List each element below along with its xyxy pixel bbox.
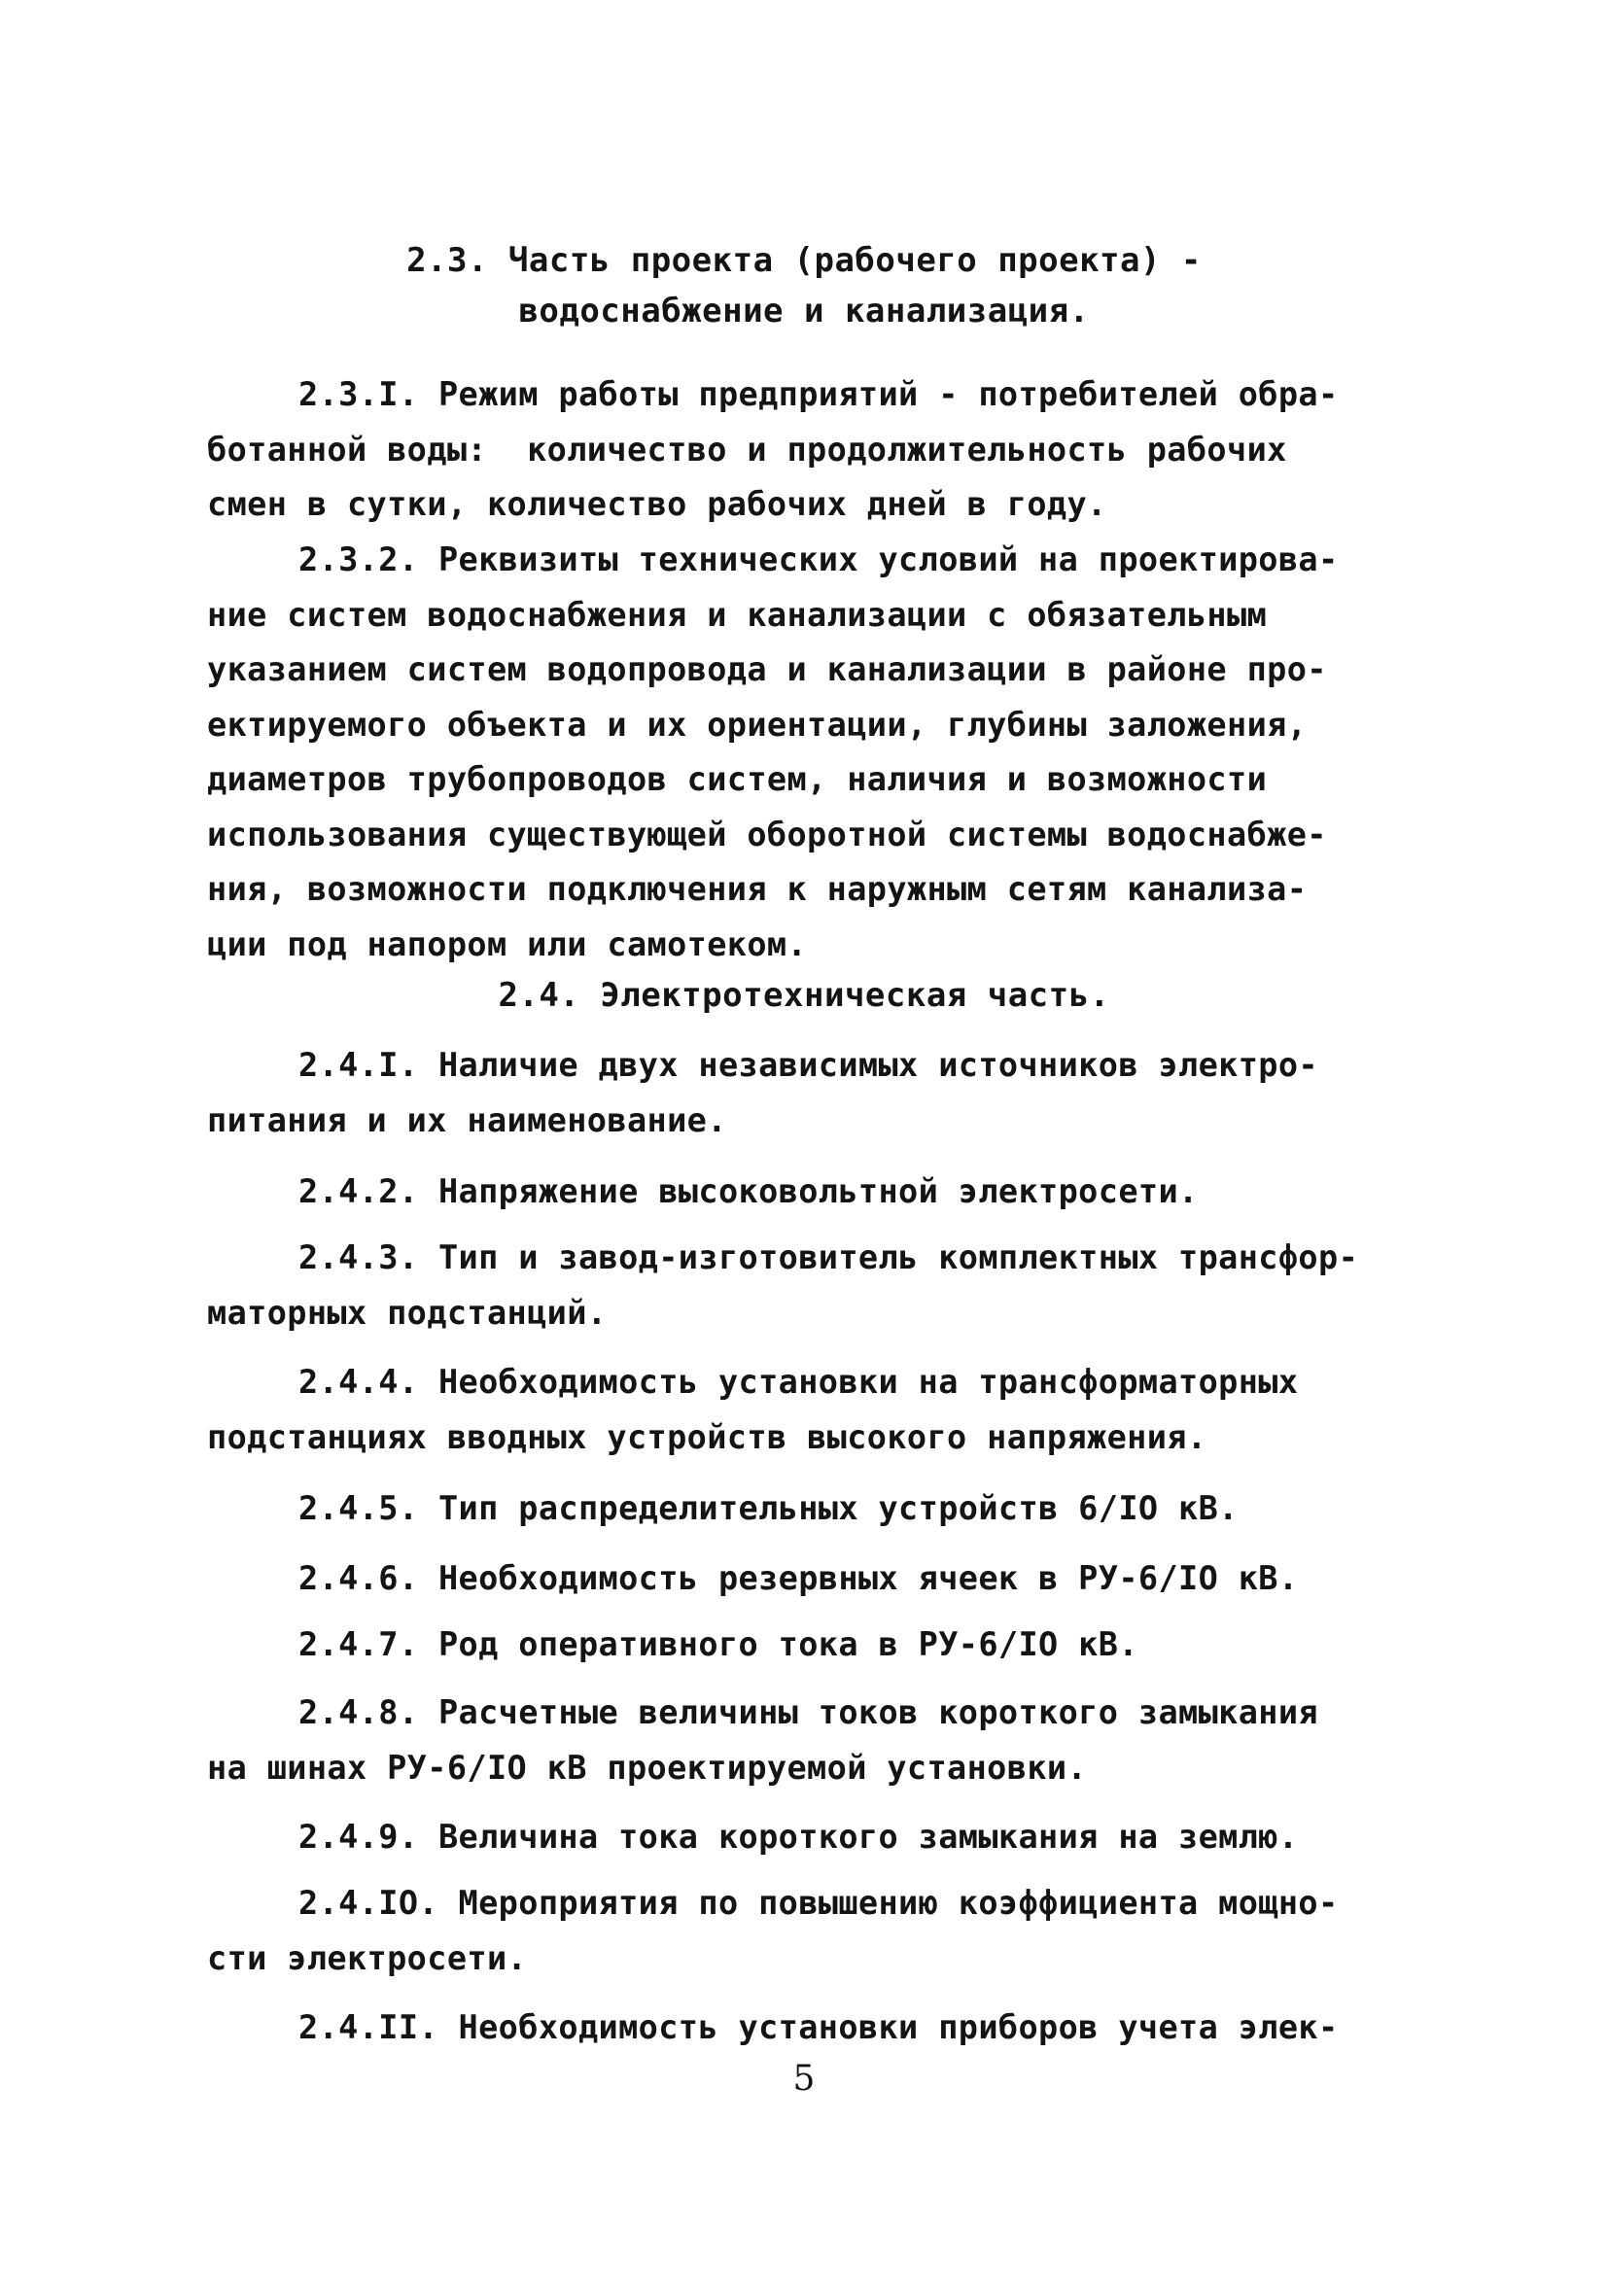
text-line: 2.4.II. Необходимость установки приборов учета элек-: [298, 2008, 1339, 2046]
paragraph-2-4-7: [207, 1618, 1408, 1673]
text-line: питания и их наименование.: [207, 1100, 727, 1139]
text-line: 2.4.5. Тип распределительных устройств 6/IO кВ.: [298, 1489, 1239, 1527]
text-line: использования существующей оборотной системы водоснабже-: [207, 815, 1327, 853]
paragraph-2-4-4: [207, 1355, 1408, 1465]
section-2-3-heading-line-1: 2.3. Часть проекта (рабочего проекта) -: [406, 241, 1202, 280]
paragraph-2-4-1: [207, 1038, 1408, 1148]
text-line: диаметров трубопроводов систем, наличия и возможности: [207, 760, 1268, 798]
text-line: 2.3.2. Реквизиты технических условий на проектирова-: [298, 540, 1339, 578]
text-line: 2.4.3. Тип и завод-изготовитель комплектных трансфор-: [298, 1238, 1359, 1276]
text-line: на шинах РУ-6/IO кВ проектируемой установки.: [207, 1748, 1088, 1787]
paragraph-2-4-6: [207, 1551, 1408, 1607]
paragraph-2-4-10: [207, 1876, 1408, 1986]
section-2-3-heading-line-2: водоснабжение и канализация.: [518, 292, 1090, 330]
paragraph-2-4-8: [207, 1686, 1408, 1795]
text-line: 2.4.IO. Мероприятия по повышению коэффициента мощно-: [298, 1884, 1339, 1922]
page-number: 5: [792, 2059, 816, 2099]
text-line: ботанной воды: количество и продолжительность рабочих: [207, 430, 1287, 469]
paragraph-2-4-9: [207, 1810, 1408, 1865]
text-line: указанием систем водопровода и канализации в районе про-: [207, 650, 1327, 688]
text-line: 2.3.I. Режим работы предприятий - потребителей обра-: [298, 375, 1339, 413]
text-line: сти электросети.: [207, 1938, 528, 1977]
paragraph-2-4-3: [207, 1231, 1408, 1340]
text-line: ектируемого объекта и их ориентации, глубины заложения,: [207, 705, 1308, 744]
text-line: 2.4.2. Напряжение высоковольтной электросети.: [298, 1172, 1199, 1210]
text-line: 2.4.6. Необходимость резервных ячеек в РУ-6/IO кВ.: [298, 1559, 1299, 1597]
text-line: маторных подстанций.: [207, 1293, 608, 1332]
text-line: 2.4.7. Род оперативного тока в РУ-6/IO кВ.: [298, 1625, 1138, 1663]
text-line: смен в сутки, количество рабочих дней в году.: [207, 485, 1107, 523]
text-line: ния, возможности подключения к наружным сетям канализа-: [207, 870, 1308, 908]
paragraph-2-3-1: [207, 367, 1408, 533]
text-line: 2.4.I. Наличие двух независимых источников электро-: [298, 1046, 1319, 1084]
section-2-4-heading: 2.4. Электротехническая часть.: [498, 976, 1110, 1015]
paragraph-2-3-2: [207, 533, 1408, 972]
paragraph-2-4-5: [207, 1481, 1408, 1537]
text-line: 2.4.9. Величина тока короткого замыкания на землю.: [298, 1818, 1299, 1856]
text-line: 2.4.4. Необходимость установки на трансформаторных: [298, 1363, 1299, 1401]
text-line: ние систем водоснабжения и канализации с обязательным: [207, 595, 1268, 634]
paragraph-2-4-2: [207, 1165, 1408, 1220]
text-line: ции под напором или самотеком.: [207, 924, 808, 963]
paragraph-2-4-11: [207, 2000, 1408, 2056]
text-line: 2.4.8. Расчетные величины токов короткого замыкания: [298, 1693, 1319, 1731]
text-line: подстанциях вводных устройств высокого напряжения.: [207, 1417, 1207, 1456]
